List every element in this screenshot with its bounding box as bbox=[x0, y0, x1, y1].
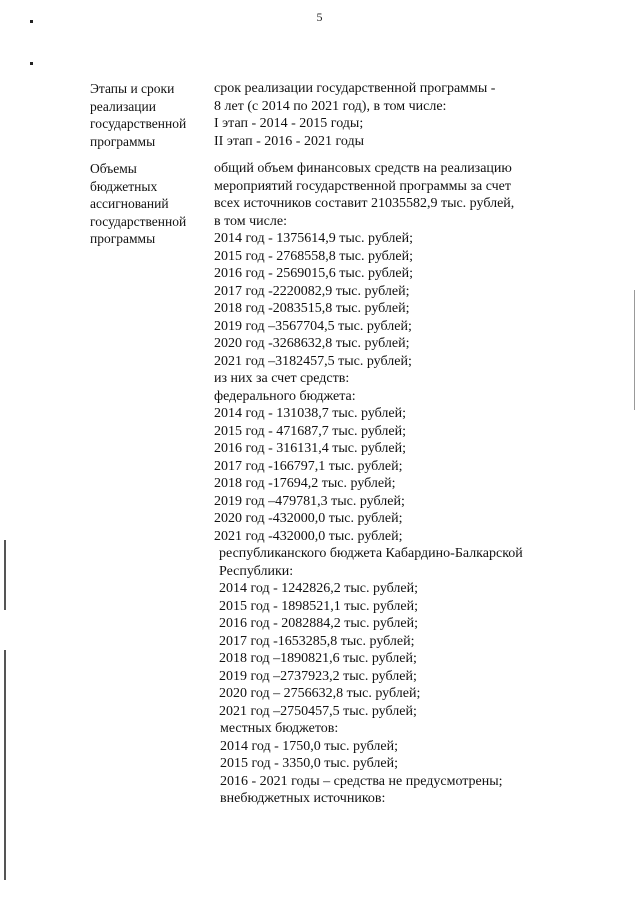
extra-heading: внебюджетных источников: bbox=[220, 791, 386, 806]
federal-line: 2021 год -432000,0 тыс. рублей; bbox=[214, 528, 403, 544]
local-line: 2015 год - 3350,0 тыс. рублей; bbox=[220, 756, 399, 771]
label-line: реализации bbox=[90, 98, 156, 114]
label-line: государственной bbox=[90, 116, 187, 131]
text-line: в том числе: bbox=[214, 213, 287, 229]
federal-line: 2017 год -166797,1 тыс. рублей; bbox=[214, 458, 403, 474]
republic-line: 2021 год –2750457,5 тыс. рублей; bbox=[219, 703, 417, 719]
republic-heading: республиканского бюджета Кабардино-Балкарской bbox=[219, 546, 523, 561]
label-line: программы bbox=[90, 133, 156, 149]
republic-line: 2016 год - 2082884,2 тыс. рублей; bbox=[219, 616, 419, 631]
label-line: программы bbox=[90, 231, 156, 246]
republic-heading: Республики: bbox=[219, 563, 294, 579]
local-line: 2016 - 2021 годы – средства не предусмотрены; bbox=[220, 773, 503, 789]
total-line: 2014 год - 1375614,9 тыс. рублей; bbox=[214, 231, 414, 246]
page-number: 5 bbox=[316, 10, 323, 24]
federal-line: 2020 год -432000,0 тыс. рублей; bbox=[214, 511, 403, 526]
federal-heading: федерального бюджета: bbox=[214, 388, 356, 404]
total-line: 2016 год - 2569015,6 тыс. рублей; bbox=[214, 266, 414, 281]
text-line: II этап - 2016 - 2021 годы bbox=[214, 133, 364, 149]
text-line: I этап - 2014 - 2015 годы; bbox=[214, 116, 364, 131]
republic-line: 2015 год - 1898521,1 тыс. рублей; bbox=[219, 598, 419, 614]
text-line: общий объем финансовых средств на реализацию bbox=[214, 161, 512, 176]
total-line: 2018 год -2083515,8 тыс. рублей; bbox=[214, 301, 410, 316]
sources-heading: из них за счет средств: bbox=[214, 371, 350, 386]
total-line: 2017 год -2220082,9 тыс. рублей; bbox=[214, 283, 410, 299]
label-line: бюджетных bbox=[90, 178, 158, 194]
federal-line: 2019 год –479781,3 тыс. рублей; bbox=[214, 493, 405, 509]
scan-edge bbox=[4, 540, 6, 610]
total-line: 2021 год –3182457,5 тыс. рублей; bbox=[214, 353, 412, 369]
local-heading: местных бюджетов: bbox=[220, 721, 339, 736]
text-line: мероприятий государственной программы за счет bbox=[214, 178, 512, 194]
text-line: всех источников составит 21035582,9 тыс. рублей, bbox=[214, 196, 515, 211]
label-line: государственной bbox=[90, 213, 187, 229]
republic-line: 2019 год –2737923,2 тыс. рублей; bbox=[219, 668, 417, 684]
republic-line: 2018 год –1890821,6 тыс. рублей; bbox=[219, 651, 417, 666]
total-line: 2020 год -3268632,8 тыс. рублей; bbox=[214, 336, 410, 351]
section2-value bbox=[214, 160, 523, 808]
federal-line: 2018 год -17694,2 тыс. рублей; bbox=[214, 476, 396, 491]
label-line: Объемы bbox=[90, 161, 137, 176]
label-line: ассигнований bbox=[90, 196, 169, 211]
republic-line: 2020 год – 2756632,8 тыс. рублей; bbox=[219, 686, 421, 701]
section1-label bbox=[90, 80, 208, 150]
federal-line: 2015 год - 471687,7 тыс. рублей; bbox=[214, 423, 407, 439]
total-line: 2015 год - 2768558,8 тыс. рублей; bbox=[214, 248, 414, 264]
text-line: срок реализации государственной программы - bbox=[214, 81, 496, 96]
scan-edge bbox=[634, 290, 635, 410]
label-line: Этапы и сроки bbox=[90, 81, 175, 96]
federal-line: 2016 год - 316131,4 тыс. рублей; bbox=[214, 441, 407, 456]
republic-line: 2017 год -1653285,8 тыс. рублей; bbox=[219, 633, 415, 649]
section1-value bbox=[214, 80, 495, 150]
scan-mark bbox=[30, 62, 33, 65]
text-line: 8 лет (с 2014 по 2021 год), в том числе: bbox=[214, 98, 447, 114]
federal-line: 2014 год - 131038,7 тыс. рублей; bbox=[214, 406, 407, 421]
scan-edge bbox=[4, 650, 6, 880]
scan-mark bbox=[30, 20, 33, 23]
republic-line: 2014 год - 1242826,2 тыс. рублей; bbox=[219, 581, 419, 596]
local-line: 2014 год - 1750,0 тыс. рублей; bbox=[220, 738, 399, 754]
section2-label bbox=[90, 160, 208, 248]
total-line: 2019 год –3567704,5 тыс. рублей; bbox=[214, 318, 412, 334]
